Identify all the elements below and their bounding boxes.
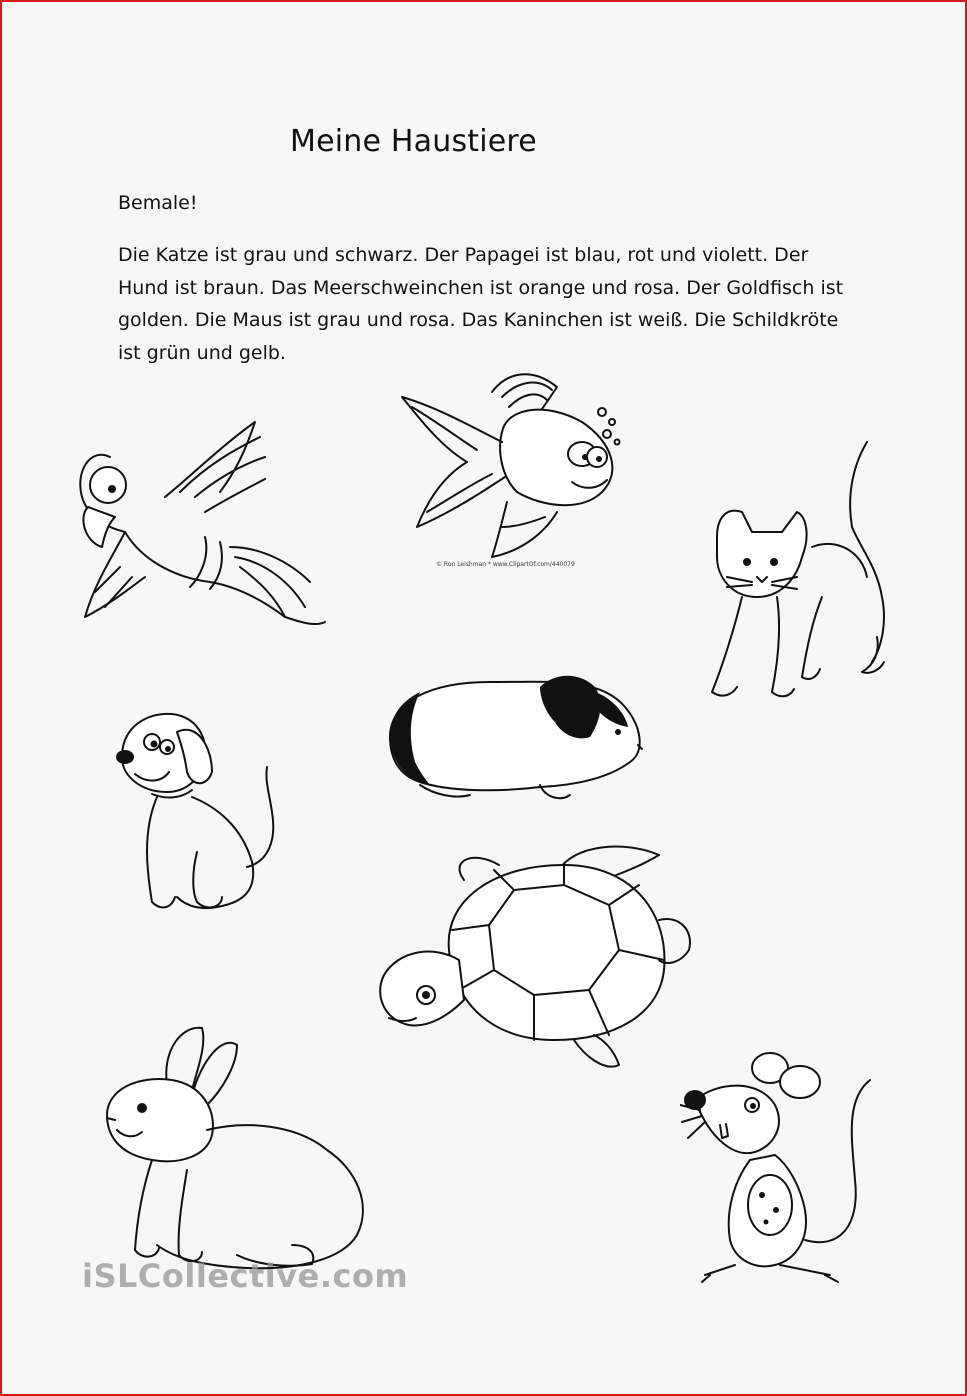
turtle-illustration: [374, 840, 699, 1080]
instruction-text: Bemale!: [118, 192, 198, 214]
watermark: iSLCollective.com: [82, 1257, 409, 1295]
guinea-pig-illustration: [380, 667, 650, 812]
rabbit-illustration: [97, 1020, 382, 1285]
goldfish-illustration: [397, 362, 627, 562]
image-credit: © Ron Leishman * www.ClipartOf.com/440079: [436, 561, 575, 568]
mouse-illustration: [680, 1050, 885, 1295]
dog-illustration: [107, 702, 302, 917]
description-paragraph: Die Katze ist grau und schwarz. Der Papagei ist blau, rot und violett. Der Hund ist braun. Das Meerschweinchen ist orange und rosa. Der Goldfisch ist golden. Die Maus ist grau und rosa. Das Kaninchen ist weiß. Die Schildkröte ist grün und gelb.: [118, 244, 844, 364]
page-title: Meine Haustiere: [290, 124, 537, 159]
cat-illustration: [702, 437, 897, 707]
parrot-illustration: [70, 417, 335, 632]
